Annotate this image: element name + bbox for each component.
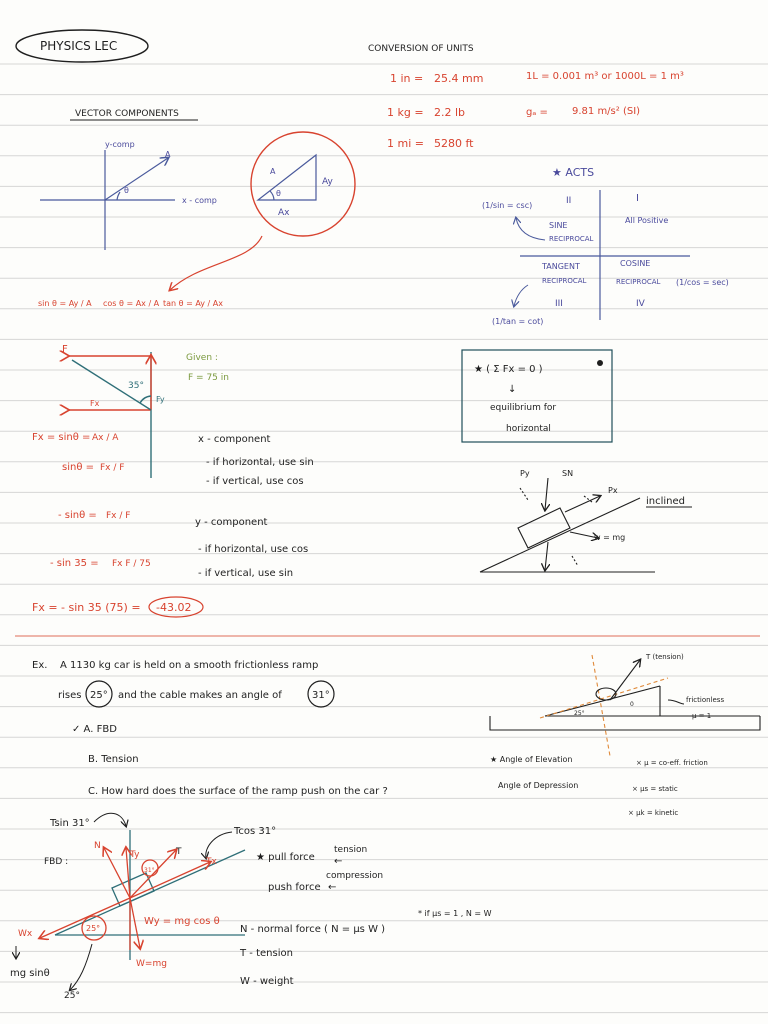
fbd-angle25: 25° bbox=[86, 924, 101, 933]
acts-all-positive: All Positive bbox=[625, 216, 669, 225]
conv-kg-lhs: 1 kg = bbox=[387, 106, 424, 119]
acts-q2: II bbox=[566, 196, 572, 206]
example-label: Ex. bbox=[32, 660, 48, 671]
equilibrium-dot bbox=[597, 360, 603, 366]
force-Fx-label: Fx bbox=[90, 399, 100, 408]
acts-cot-arrow bbox=[514, 285, 528, 306]
note-compression: compression bbox=[326, 871, 384, 881]
acts-q4: IV bbox=[636, 299, 645, 309]
vector-axes bbox=[40, 150, 175, 250]
conv-kg-rhs: 2.2 lb bbox=[434, 106, 466, 119]
given-label: Given : bbox=[186, 353, 218, 363]
mu-note-3: × μk = kinetic bbox=[628, 809, 679, 817]
fbd-angle25b: 25° bbox=[64, 991, 80, 1001]
fbd-Wy: Wy = mg cos θ bbox=[144, 916, 220, 927]
acts-sine: SINE bbox=[549, 221, 568, 230]
eq4-frac: Fx F / 75 bbox=[112, 559, 151, 569]
problem-rises: rises bbox=[58, 690, 82, 701]
fbd-tsin: Tsin 31° bbox=[50, 818, 90, 829]
problem-angle1: 25° bbox=[90, 690, 108, 701]
vector-theta-label: θ bbox=[124, 186, 129, 195]
vector-heading: VECTOR COMPONENTS bbox=[75, 109, 179, 119]
acts-csc: (1/sin = csc) bbox=[482, 201, 533, 210]
vector-ycomp-label: y-comp bbox=[105, 140, 135, 149]
eq2-frac: Fx / F bbox=[100, 463, 125, 473]
conv-mi-lhs: 1 mi = bbox=[387, 137, 424, 150]
conv-liter: 1L = 0.001 m³ or 1000L = 1 m³ bbox=[526, 71, 684, 82]
note-normal: N - normal force ( N = μs W ) bbox=[240, 924, 386, 935]
acts-tangent: TANGENT bbox=[542, 262, 580, 271]
ramp-angle0: 0 bbox=[630, 701, 634, 708]
fbd-tsin-arrow bbox=[94, 813, 126, 826]
problem-line-1: A 1130 kg car is held on a smooth frictionless ramp bbox=[60, 660, 319, 671]
problem-part-a: ✓ A. FBD bbox=[72, 724, 117, 735]
conversion-heading: CONVERSION OF UNITS bbox=[368, 44, 474, 54]
acts-q3: III bbox=[555, 299, 563, 309]
ramp-mu-label: μ = 1 bbox=[692, 712, 712, 720]
y-comp-rule-1: - if horizontal, use cos bbox=[198, 544, 309, 555]
incline-weight: w = mg bbox=[594, 533, 626, 542]
mu-note-1: × μ = co-eff. friction bbox=[636, 759, 708, 767]
ramp-tension-label: T (tension) bbox=[646, 653, 684, 661]
conv-mi-rhs: 5280 ft bbox=[434, 137, 474, 150]
fbd-diagram bbox=[40, 830, 245, 960]
x-comp-rule-2: - if vertical, use cos bbox=[206, 476, 304, 487]
fbd-W: W=mg bbox=[136, 959, 167, 969]
acts-axes bbox=[520, 190, 690, 320]
triangle-theta-label: θ bbox=[276, 189, 281, 198]
eq2-lhs: sinθ = bbox=[62, 462, 95, 473]
force-angle-label: 35° bbox=[128, 381, 144, 391]
fbd-Wx: Wx bbox=[18, 929, 33, 939]
acts-q1: I bbox=[636, 193, 639, 204]
triangle-A-label: A bbox=[270, 167, 276, 176]
note-weight-def: W - weight bbox=[240, 976, 294, 987]
y-comp-rule-2: - if vertical, use sin bbox=[198, 568, 294, 579]
fbd-Ty: Ty bbox=[130, 850, 140, 860]
result-value: -43.02 bbox=[156, 601, 192, 614]
acts-tangent-recip: RECIPROCAL bbox=[542, 277, 587, 285]
note-push: push force bbox=[268, 882, 321, 893]
acts-cosine-recip: RECIPROCAL bbox=[616, 278, 661, 286]
incline-SN: SN bbox=[562, 469, 574, 478]
conv-in-lhs: 1 in = bbox=[390, 72, 424, 85]
y-comp-title: y - component bbox=[195, 517, 268, 528]
problem-part-c: C. How hard does the surface of the ramp push on the car ? bbox=[88, 786, 388, 797]
fbd-tcos-arrow bbox=[206, 832, 232, 858]
trig-sin: sin θ = Ay / A bbox=[38, 299, 92, 308]
component-triangle bbox=[258, 155, 316, 200]
conv-in-rhs: 25.4 mm bbox=[434, 72, 484, 85]
problem-angle2: 31° bbox=[312, 690, 330, 701]
note-pull: ★ pull force bbox=[256, 852, 315, 863]
note-compression-arrow: ← bbox=[328, 882, 337, 893]
note-tension-def: T - tension bbox=[240, 948, 293, 959]
fbd-tcos: Tcos 31° bbox=[234, 826, 277, 837]
problem-part-b: B. Tension bbox=[88, 754, 139, 765]
angle-elevation: ★ Angle of Elevation bbox=[490, 755, 573, 764]
angle-depression: Angle of Depression bbox=[498, 781, 579, 790]
fbd-mgsin: mg sinθ bbox=[10, 968, 50, 979]
acts-csc-arrow bbox=[516, 218, 545, 240]
force-F-label: F bbox=[62, 344, 68, 355]
equilibrium-arrow: ↓ bbox=[508, 384, 517, 395]
mu-note-2: × μs = static bbox=[632, 785, 678, 793]
incline-Px: Px bbox=[608, 486, 618, 495]
note-tension-arrow: ← bbox=[334, 856, 343, 867]
fbd-T: T bbox=[176, 847, 182, 857]
eq3-frac: Fx / F bbox=[106, 511, 131, 521]
eq5-lhs: Fx = - sin 35 (75) = bbox=[32, 601, 141, 614]
acts-cosine: COSINE bbox=[620, 259, 651, 268]
force-diagram bbox=[68, 352, 151, 478]
eq1-lhs: Fx = sinθ = bbox=[32, 432, 91, 443]
acts-cot: (1/tan = cot) bbox=[492, 317, 544, 326]
fbd-N: N bbox=[94, 841, 101, 851]
incline-Py: Py bbox=[520, 469, 530, 478]
fbd-Tx: Tx bbox=[206, 857, 217, 867]
triangle-Ay-label: Ay bbox=[322, 177, 333, 187]
x-comp-title: x - component bbox=[198, 434, 271, 445]
eq4-lhs: - sin 35 = bbox=[50, 558, 99, 569]
eq3-lhs: - sinθ = bbox=[58, 510, 97, 521]
triangle-Ax-label: Ax bbox=[278, 208, 290, 218]
equilibrium-line2: equilibrium for bbox=[490, 403, 557, 413]
ramp-frictionless-label: frictionless bbox=[686, 696, 725, 704]
acts-title: ★ ACTS bbox=[552, 166, 595, 179]
equilibrium-line3: horizontal bbox=[506, 424, 551, 434]
equilibrium-eq: ★ ( Σ Fx = 0 ) bbox=[474, 364, 543, 375]
ramp-sketch bbox=[490, 655, 760, 756]
acts-sine-recip: RECIPROCAL bbox=[549, 235, 594, 243]
fbd-label: FBD : bbox=[44, 857, 69, 867]
note-mu-rule: * if μs = 1 , N = W bbox=[418, 909, 492, 918]
vector-xcomp-label: x - comp bbox=[182, 196, 217, 205]
force-Fy-label: Fy bbox=[156, 395, 165, 404]
note-tension: tension bbox=[334, 845, 368, 855]
page-title: PHYSICS LEC bbox=[40, 39, 118, 53]
ramp-angle25: 25° bbox=[574, 710, 585, 717]
triangle-highlight-circle bbox=[251, 132, 355, 236]
given-value: F = 75 in bbox=[188, 373, 229, 383]
conv-g-rhs: 9.81 m/s² (SI) bbox=[572, 106, 641, 117]
vector-A-label: A bbox=[165, 150, 171, 159]
conv-g-lhs: gₐ = bbox=[526, 107, 548, 118]
problem-line-2: and the cable makes an angle of bbox=[118, 690, 282, 701]
eq1-frac: Ax / A bbox=[92, 433, 119, 443]
incline-label: inclined bbox=[646, 496, 686, 507]
fbd-angle31: 31° bbox=[144, 867, 155, 874]
trig-tan: tan θ = Ay / Ax bbox=[163, 299, 223, 308]
x-comp-rule-1: - if horizontal, use sin bbox=[206, 457, 314, 468]
trig-cos: cos θ = Ax / A bbox=[103, 299, 160, 308]
acts-sec: (1/cos = sec) bbox=[676, 278, 729, 287]
triangle-pointer-arrow bbox=[170, 236, 262, 290]
